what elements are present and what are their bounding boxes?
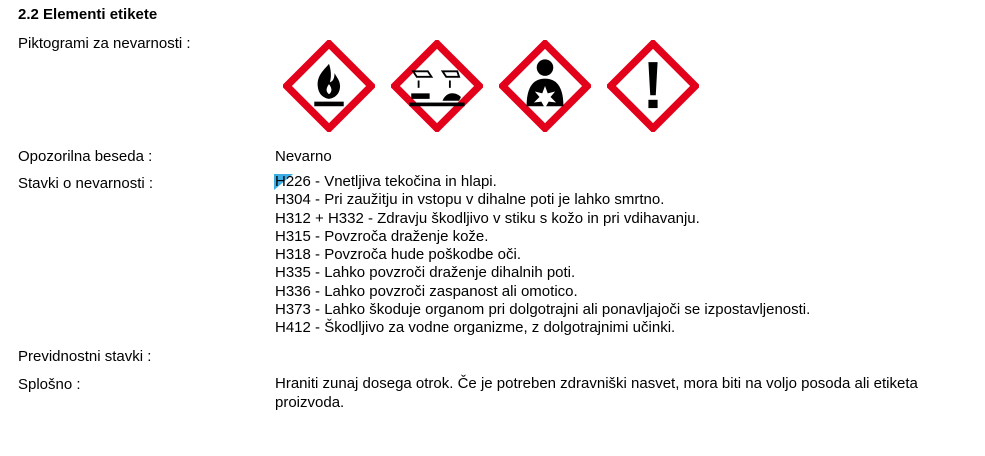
exclamation-icon xyxy=(607,40,699,132)
hazard-statements-list xyxy=(275,173,810,338)
signal-word-label: Opozorilna beseda : xyxy=(18,148,153,165)
hazard-statement: H318 - Povzroča hude poškodbe oči. xyxy=(275,246,521,264)
flame-icon xyxy=(283,40,375,132)
signal-word-value: Nevarno xyxy=(275,148,332,165)
corrosion-icon xyxy=(391,40,483,132)
hazard-statement: H412 - Škodljivo za vodne organizme, z dolgotrajnimi učinki. xyxy=(275,319,676,337)
hazard-statement: H312 + H332 - Zdravju škodljivo v stiku s kožo in pri vdihavanju. xyxy=(275,209,700,227)
hazard-statements-label: Stavki o nevarnosti : xyxy=(18,175,154,192)
hazard-statement: H373 - Lahko škoduje organom pri dolgotrajni ali ponavljajoči se izpostavljenosti. xyxy=(275,301,811,319)
general-text: Hraniti zunaj dosega otrok. Če je potreben zdravniški nasvet, mora biti na voljo posoda ali etiketa proizvoda. xyxy=(275,375,918,411)
precautionary-label: Previdnostni stavki : xyxy=(18,348,152,365)
hazard-statement: H335 - Lahko povzroči draženje dihalnih poti. xyxy=(275,264,576,282)
health-hazard-icon xyxy=(499,40,591,132)
general-label: Splošno : xyxy=(18,376,81,393)
section-heading: 2.2 Elementi etikete xyxy=(18,6,158,23)
hazard-statement: H304 - Pri zaužitju in vstopu v dihalne poti je lahko smrtno. xyxy=(275,191,665,209)
hazard-statement: H226 - Vnetljiva tekočina in hlapi. xyxy=(275,173,497,190)
pictograms-label: Piktogrami za nevarnosti : xyxy=(18,35,191,52)
pictogram-row xyxy=(283,40,699,132)
hazard-statement: H315 - Povzroča draženje kože. xyxy=(275,227,489,245)
hazard-statement: H336 - Lahko povzroči zaspanost ali omotico. xyxy=(275,282,578,300)
